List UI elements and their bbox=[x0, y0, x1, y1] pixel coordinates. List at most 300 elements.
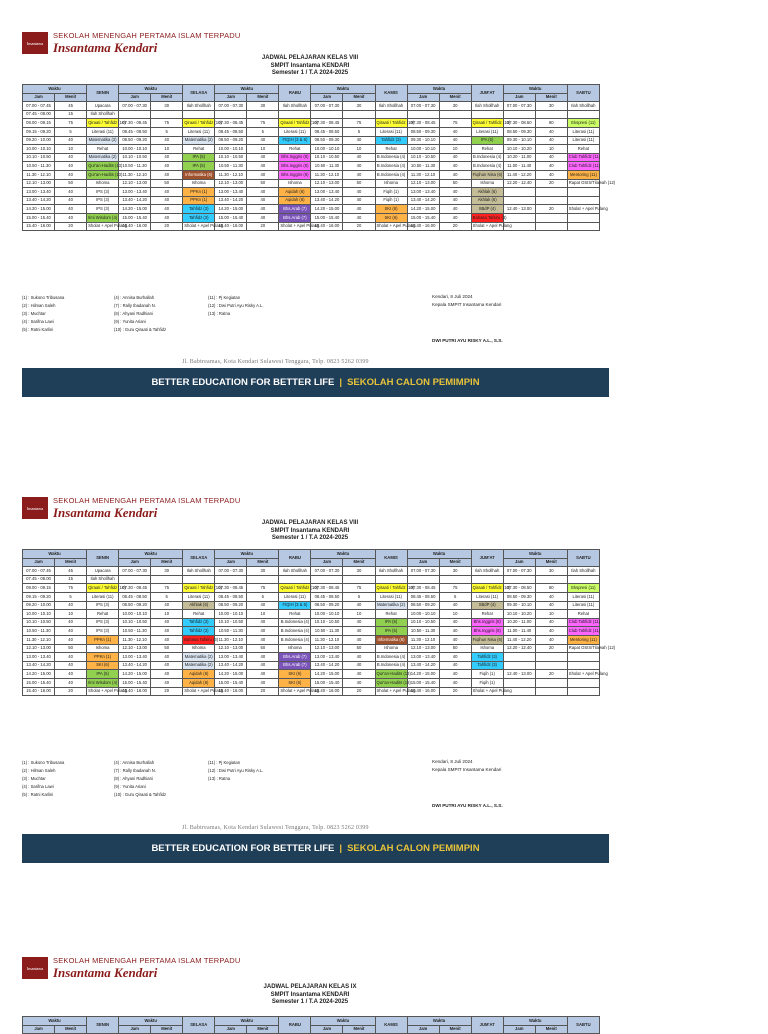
subject-cell: Akhlak (6) bbox=[471, 188, 503, 197]
school-address: Jl. Babtreamas, Kota Kendari Sulawesi Tenggara, Telp. 0823 5262 0399 bbox=[182, 359, 369, 365]
subject-cell: Matematika (2) bbox=[87, 153, 119, 162]
waktu-header: Waktu bbox=[503, 85, 567, 94]
minutes-cell: 10 bbox=[247, 145, 279, 154]
day-header: SELASA bbox=[183, 85, 215, 102]
waktu-header: Waktu bbox=[503, 1017, 567, 1026]
minutes-cell: 30 bbox=[535, 102, 567, 111]
jam-header: Jam bbox=[23, 558, 55, 567]
subject-cell: FIQIH (3 & 6) bbox=[279, 136, 311, 145]
minutes-cell: 40 bbox=[535, 136, 567, 145]
minutes-cell: 40 bbox=[247, 653, 279, 662]
table-row bbox=[23, 584, 600, 593]
time-cell: 15.40 - 16.00 bbox=[407, 222, 439, 231]
subject-cell bbox=[567, 661, 599, 670]
time-cell: 08.50 - 09.30 bbox=[407, 127, 439, 136]
teacher-entry: (12) : Dwi Putri Ayu Risky A.L. bbox=[208, 768, 264, 773]
minutes-cell: 40 bbox=[247, 601, 279, 610]
time-cell bbox=[119, 575, 151, 584]
title-line-3: Semester 1 / T.A 2024-2025 bbox=[271, 70, 349, 76]
time-cell: 08.00 - 09.15 bbox=[23, 584, 55, 593]
subject-cell: Qur'an-Hadits (13) bbox=[375, 670, 407, 679]
teacher-entry: (9) : Yunita Ariani bbox=[114, 784, 146, 789]
jam-header: Jam bbox=[215, 1025, 247, 1034]
time-cell: 14.20 - 15.00 bbox=[311, 205, 343, 214]
teacher-entry: (1) : Sukono Tribusana bbox=[22, 760, 65, 765]
table-row bbox=[23, 575, 600, 584]
subject-cell: Literasi (11) bbox=[375, 592, 407, 601]
minutes-cell: 45 bbox=[55, 567, 87, 576]
minutes-cell: 20 bbox=[343, 687, 375, 696]
minutes-cell: 30 bbox=[439, 567, 471, 576]
minutes-cell: 40 bbox=[343, 153, 375, 162]
subject-cell: Bhs.Arab (7) bbox=[279, 213, 311, 222]
teacher-column bbox=[22, 759, 122, 799]
minutes-cell: 40 bbox=[439, 153, 471, 162]
subject-cell: IPS (3) bbox=[87, 601, 119, 610]
minutes-cell: 40 bbox=[55, 153, 87, 162]
subject-cell: Ilah Shollhah bbox=[183, 567, 215, 576]
menit-header: Menit bbox=[247, 1025, 279, 1034]
day-header: KAMIS bbox=[375, 1017, 407, 1034]
time-cell: 09.30 - 10.10 bbox=[503, 601, 535, 610]
subject-cell: Ishoma bbox=[471, 644, 503, 653]
table-row bbox=[23, 627, 600, 636]
banner-right: SEKOLAH CALON PEMIMPIN bbox=[347, 377, 480, 388]
jam-header: Jam bbox=[407, 93, 439, 102]
time-cell: 10.20 - 11.00 bbox=[503, 153, 535, 162]
jam-header: Jam bbox=[311, 93, 343, 102]
minutes-cell bbox=[535, 653, 567, 662]
time-cell: 07.30 - 08.45 bbox=[215, 119, 247, 128]
teacher-entry: (10) : Guru Qiraati & Tahfidz bbox=[114, 327, 167, 332]
subject-cell: Informatika (6) bbox=[183, 170, 215, 179]
waktu-header: Waktu bbox=[407, 550, 471, 559]
table-row bbox=[23, 205, 600, 214]
minutes-cell: 40 bbox=[439, 678, 471, 687]
minutes-cell: 40 bbox=[151, 188, 183, 197]
time-cell: 11.00 - 11.40 bbox=[503, 162, 535, 171]
waktu-header: Waktu bbox=[119, 85, 183, 94]
table-row bbox=[23, 618, 600, 627]
waktu-header: Waktu bbox=[215, 85, 279, 94]
minutes-cell: 50 bbox=[343, 644, 375, 653]
minutes-cell: 40 bbox=[247, 635, 279, 644]
subject-cell bbox=[567, 678, 599, 687]
minutes-cell: 40 bbox=[247, 136, 279, 145]
time-cell: 11.30 - 12.10 bbox=[119, 635, 151, 644]
time-cell: 15.40 - 16.00 bbox=[215, 222, 247, 231]
minutes-cell: 40 bbox=[535, 127, 567, 136]
time-cell: 07.00 - 07.30 bbox=[407, 567, 439, 576]
time-cell: 09.15 - 09.20 bbox=[23, 127, 55, 136]
subject-cell: Ishoma bbox=[279, 179, 311, 188]
minutes-cell bbox=[535, 188, 567, 197]
time-cell: 11.30 - 12.10 bbox=[215, 635, 247, 644]
jam-header: Jam bbox=[407, 1025, 439, 1034]
time-cell: 07.00 - 07.30 bbox=[503, 567, 535, 576]
time-cell: 10.50 - 11.30 bbox=[407, 162, 439, 171]
time-cell: 13.40 - 14.20 bbox=[215, 661, 247, 670]
time-cell: 07.30 - 08.50 bbox=[503, 119, 535, 128]
logo-text: Insantama bbox=[26, 505, 44, 511]
time-cell: 08.45 - 08.50 bbox=[215, 127, 247, 136]
time-cell: 15.40 - 16.00 bbox=[215, 687, 247, 696]
subject-cell: Matematika (2) bbox=[87, 136, 119, 145]
day-header: JUM'AT bbox=[471, 550, 503, 567]
time-cell: 08.50 - 09.30 bbox=[311, 136, 343, 145]
subject-cell: Ilah Shollhah bbox=[471, 102, 503, 111]
school-logo bbox=[22, 32, 48, 54]
subject-cell: Tahfidz (3) bbox=[375, 136, 407, 145]
time-cell: 11.30 - 12.10 bbox=[311, 635, 343, 644]
teacher-entry: (4) : Annisa Burhallah bbox=[114, 295, 155, 300]
time-cell: 07.00 - 07.30 bbox=[119, 102, 151, 111]
time-cell: 12.40 - 13.00 bbox=[503, 670, 535, 679]
minutes-cell bbox=[535, 213, 567, 222]
minutes-cell bbox=[535, 687, 567, 696]
minutes-cell: 40 bbox=[439, 188, 471, 197]
subject-cell bbox=[183, 575, 215, 584]
jam-header: Jam bbox=[119, 1025, 151, 1034]
subject-cell: Tahfidz (3) bbox=[471, 653, 503, 662]
subject-cell: PPKn (1) bbox=[87, 653, 119, 662]
table-row bbox=[23, 170, 600, 179]
subject-cell: Matematika (2) bbox=[375, 601, 407, 610]
minutes-cell: 40 bbox=[151, 213, 183, 222]
minutes-cell: 40 bbox=[535, 170, 567, 179]
time-cell: 10.20 - 11.00 bbox=[503, 618, 535, 627]
subject-cell: Fiqih (1) bbox=[375, 188, 407, 197]
time-cell: 10.00 - 10.10 bbox=[23, 610, 55, 619]
time-cell: 14.20 - 15.00 bbox=[215, 205, 247, 214]
table-row bbox=[23, 601, 600, 610]
waktu-header: Waktu bbox=[23, 85, 87, 94]
minutes-cell: 40 bbox=[55, 670, 87, 679]
subject-cell: Akhlak (6) bbox=[183, 601, 215, 610]
school-type: SEKOLAH MENENGAH PERTAMA ISLAM TERPADU bbox=[53, 496, 241, 506]
minutes-cell: 40 bbox=[55, 188, 87, 197]
teacher-entry: (9) : Yunita Ariani bbox=[114, 319, 146, 324]
slogan-banner bbox=[22, 834, 609, 863]
menit-header: Menit bbox=[151, 93, 183, 102]
minutes-cell: 30 bbox=[343, 567, 375, 576]
subject-cell bbox=[567, 653, 599, 662]
minutes-cell: 20 bbox=[151, 687, 183, 696]
minutes-cell: 40 bbox=[343, 213, 375, 222]
minutes-cell: 40 bbox=[247, 205, 279, 214]
jam-header: Jam bbox=[119, 93, 151, 102]
minutes-cell: 45 bbox=[55, 102, 87, 111]
jam-header: Jam bbox=[503, 1025, 535, 1034]
time-cell bbox=[215, 110, 247, 119]
banner-left: BETTER EDUCATION FOR BETTER LIFE bbox=[151, 843, 335, 854]
minutes-cell: 40 bbox=[55, 136, 87, 145]
time-cell: 13.40 - 14.20 bbox=[407, 196, 439, 205]
teacher-entry: (1) : Sukono Tribusana bbox=[22, 295, 65, 300]
subject-cell bbox=[375, 110, 407, 119]
minutes-cell: 40 bbox=[343, 136, 375, 145]
subject-cell: Literasi (11) bbox=[567, 136, 599, 145]
minutes-cell: 40 bbox=[439, 661, 471, 670]
time-cell: 07.00 - 07.45 bbox=[23, 567, 55, 576]
subject-cell: Sholat + Apel Pulang bbox=[567, 205, 599, 214]
subject-cell: Fiqihun Nisa (6) bbox=[471, 635, 503, 644]
minutes-cell: 30 bbox=[343, 102, 375, 111]
minutes-cell: 40 bbox=[343, 635, 375, 644]
time-cell: 10.50 - 11.30 bbox=[119, 162, 151, 171]
subject-cell: Ishoma bbox=[183, 179, 215, 188]
subject-cell: Qiraati / Tahfidz (10) bbox=[375, 119, 407, 128]
subject-cell: Literasi (11) bbox=[183, 127, 215, 136]
teacher-entry: (10) : Guru Qiraati & Tahfidz bbox=[114, 792, 167, 797]
subject-cell bbox=[279, 575, 311, 584]
time-cell: 14.20 - 15.00 bbox=[119, 670, 151, 679]
time-cell: 08.50 - 09.20 bbox=[311, 601, 343, 610]
minutes-cell: 20 bbox=[55, 687, 87, 696]
time-cell: 14.20 - 15.00 bbox=[407, 670, 439, 679]
title-line-2: SMPIT Insantama KENDARI bbox=[270, 62, 350, 69]
subject-cell: Ilah Shollhah bbox=[471, 567, 503, 576]
minutes-cell: 50 bbox=[247, 179, 279, 188]
time-cell: 12.20 - 12.40 bbox=[503, 644, 535, 653]
minutes-cell: 20 bbox=[343, 222, 375, 231]
time-cell: 12.10 - 13.00 bbox=[23, 644, 55, 653]
time-cell: 08.45 - 08.50 bbox=[311, 592, 343, 601]
waktu-header: Waktu bbox=[215, 550, 279, 559]
teacher-entry: (3) : Muchtar bbox=[22, 776, 46, 781]
time-cell: 10.00 - 10.10 bbox=[407, 610, 439, 619]
subject-cell: PPKn (1) bbox=[183, 196, 215, 205]
time-cell: 13.40 - 14.20 bbox=[407, 661, 439, 670]
minutes-cell: 40 bbox=[439, 162, 471, 171]
minutes-cell: 40 bbox=[343, 188, 375, 197]
minutes-cell: 40 bbox=[151, 661, 183, 670]
day-header: SABTU bbox=[567, 85, 599, 102]
signature-block bbox=[432, 758, 503, 811]
minutes-cell: 40 bbox=[55, 635, 87, 644]
table-row bbox=[23, 567, 600, 576]
time-cell: 10.10 - 10.20 bbox=[503, 610, 535, 619]
day-header: SABTU bbox=[567, 1017, 599, 1034]
banner-sep: | bbox=[339, 377, 343, 388]
minutes-cell: 40 bbox=[55, 213, 87, 222]
subject-cell: Ilah Shollhah bbox=[279, 102, 311, 111]
minutes-cell: 40 bbox=[247, 153, 279, 162]
time-cell: 12.10 - 13.00 bbox=[119, 644, 151, 653]
time-cell: 10.00 - 10.10 bbox=[215, 610, 247, 619]
time-cell: 10.10 - 10.50 bbox=[215, 153, 247, 162]
subject-cell: Tahfidz (3) bbox=[183, 213, 215, 222]
subject-cell: Rapat OSIS/Tilawah (12) bbox=[567, 179, 599, 188]
subject-cell: Literasi (11) bbox=[279, 592, 311, 601]
subject-cell: Rehat bbox=[471, 145, 503, 154]
time-cell: 15.00 - 15.40 bbox=[407, 213, 439, 222]
table-row bbox=[23, 119, 600, 128]
time-cell: 14.20 - 15.00 bbox=[407, 205, 439, 214]
jam-header: Jam bbox=[407, 558, 439, 567]
subject-cell: B.Indonesia (4) bbox=[375, 653, 407, 662]
subject-cell: Rapat OSIS/Tilawah (12) bbox=[567, 644, 599, 653]
waktu-header: Waktu bbox=[311, 1017, 375, 1026]
minutes-cell: 75 bbox=[55, 584, 87, 593]
minutes-cell: 10 bbox=[247, 610, 279, 619]
time-cell: 07.30 - 08.45 bbox=[215, 584, 247, 593]
teacher-entry: (8) : Ahyani Radhiani bbox=[114, 311, 153, 316]
teacher-entry: (11) : Pj Kegiatan bbox=[208, 295, 241, 300]
minutes-cell: 75 bbox=[343, 584, 375, 593]
minutes-cell: 30 bbox=[535, 567, 567, 576]
minutes-cell: 40 bbox=[151, 670, 183, 679]
subject-cell: B.Indonesia (4) bbox=[279, 618, 311, 627]
day-header: SELASA bbox=[183, 550, 215, 567]
minutes-cell: 20 bbox=[535, 179, 567, 188]
subject-cell bbox=[471, 575, 503, 584]
minutes-cell: 75 bbox=[439, 119, 471, 128]
letterhead bbox=[22, 495, 241, 521]
menit-header: Menit bbox=[343, 93, 375, 102]
time-cell: 07.30 - 08.45 bbox=[119, 584, 151, 593]
subject-cell: Qiraati / Tahfidz (10) bbox=[87, 584, 119, 593]
subject-cell: Bhs.Inggris (8) bbox=[471, 627, 503, 636]
minutes-cell: 20 bbox=[535, 644, 567, 653]
minutes-cell: 5 bbox=[55, 592, 87, 601]
subject-cell: IPA (5) bbox=[375, 627, 407, 636]
subject-cell: Bhs.Arab (7) bbox=[279, 205, 311, 214]
time-cell: 08.00 - 09.15 bbox=[23, 119, 55, 128]
time-cell: 11.30 - 12.10 bbox=[23, 635, 55, 644]
minutes-cell: 5 bbox=[247, 127, 279, 136]
subject-cell: Literasi (11) bbox=[87, 592, 119, 601]
school-name: Insantama Kendari bbox=[53, 39, 158, 55]
minutes-cell: 40 bbox=[439, 627, 471, 636]
time-cell: 11.30 - 12.10 bbox=[119, 170, 151, 179]
minutes-cell: 10 bbox=[535, 610, 567, 619]
minutes-cell: 40 bbox=[151, 618, 183, 627]
menit-header: Menit bbox=[343, 558, 375, 567]
minutes-cell: 50 bbox=[151, 179, 183, 188]
day-header: KAMIS bbox=[375, 85, 407, 102]
time-cell: 10.10 - 10.50 bbox=[407, 153, 439, 162]
waktu-header: Waktu bbox=[119, 1017, 183, 1026]
teacher-entry: (12) : Dwi Putri Ayu Risky A.L. bbox=[208, 303, 264, 308]
time-cell: 14.20 - 15.00 bbox=[119, 205, 151, 214]
time-cell: 12.10 - 13.00 bbox=[215, 179, 247, 188]
subject-cell: Tahfidz (3) bbox=[471, 661, 503, 670]
subject-cell: Matematika (2) bbox=[183, 653, 215, 662]
sign-date: Kendari, 8 Juli 2024 bbox=[432, 759, 473, 764]
day-header: JUM'AT bbox=[471, 1017, 503, 1034]
subject-cell: Fiqihun Nisa (6) bbox=[471, 170, 503, 179]
subject-cell: B.Indonesia (4) bbox=[375, 170, 407, 179]
table-row bbox=[23, 644, 600, 653]
subject-cell bbox=[567, 188, 599, 197]
subject-cell: Sholat + Apel Pulang bbox=[87, 687, 119, 696]
subject-cell bbox=[279, 110, 311, 119]
minutes-cell: 20 bbox=[247, 222, 279, 231]
subject-cell bbox=[567, 196, 599, 205]
waktu-header: Waktu bbox=[311, 85, 375, 94]
minutes-cell: 40 bbox=[55, 601, 87, 610]
title-line-3: Semester 1 / T.A 2024-2025 bbox=[271, 535, 349, 541]
subject-cell: IPS (3) bbox=[87, 188, 119, 197]
subject-cell: Rehat bbox=[471, 610, 503, 619]
subject-cell: Rehat bbox=[183, 610, 215, 619]
minutes-cell: 40 bbox=[439, 127, 471, 136]
table-row bbox=[23, 145, 600, 154]
minutes-cell: 50 bbox=[55, 644, 87, 653]
subject-cell: Upacara bbox=[87, 567, 119, 576]
sign-name: DWI PUTRI AYU RISKY A.L., S.S. bbox=[432, 803, 503, 809]
minutes-cell: 80 bbox=[535, 584, 567, 593]
table-row bbox=[23, 678, 600, 687]
teacher-entry: (7) : Rally Ibadanah N. bbox=[114, 768, 156, 773]
time-cell: 07.00 - 07.30 bbox=[215, 102, 247, 111]
subject-cell: SKI (6) bbox=[279, 678, 311, 687]
subject-cell: Ilah Shollhah bbox=[375, 102, 407, 111]
minutes-cell bbox=[247, 575, 279, 584]
time-cell: 13.00 - 13.40 bbox=[119, 188, 151, 197]
time-cell: 07.00 - 07.30 bbox=[311, 102, 343, 111]
teacher-entry: (13) : Ratna bbox=[208, 311, 231, 316]
subject-cell: FIQIH (3 & 6) bbox=[279, 601, 311, 610]
school-type: SEKOLAH MENENGAH PERTAMA ISLAM TERPADU bbox=[53, 31, 241, 41]
minutes-cell bbox=[535, 661, 567, 670]
school-logo bbox=[22, 497, 48, 519]
time-cell: 15.00 - 15.40 bbox=[311, 678, 343, 687]
subject-cell: Sholat + Apel Pulang bbox=[471, 687, 503, 696]
table-row bbox=[23, 610, 600, 619]
time-cell: 08.50 - 09.20 bbox=[215, 601, 247, 610]
time-cell: 13.40 - 14.20 bbox=[311, 661, 343, 670]
time-cell: 10.10 - 10.50 bbox=[23, 153, 55, 162]
minutes-cell: 40 bbox=[247, 188, 279, 197]
minutes-cell: 40 bbox=[343, 196, 375, 205]
time-cell: 08.45 - 08.50 bbox=[311, 127, 343, 136]
time-cell: 13.40 - 14.20 bbox=[119, 661, 151, 670]
minutes-cell bbox=[535, 575, 567, 584]
time-cell: 15.40 - 16.00 bbox=[119, 222, 151, 231]
subject-cell: Ilah Shollhah bbox=[375, 567, 407, 576]
time-cell: 08.50 - 09.20 bbox=[215, 136, 247, 145]
minutes-cell: 40 bbox=[439, 205, 471, 214]
subject-cell: Akhlak (6) bbox=[471, 196, 503, 205]
time-cell: 08.50 - 09.30 bbox=[503, 127, 535, 136]
subject-cell: Rehat bbox=[87, 145, 119, 154]
subject-cell: PPKn (1) bbox=[87, 635, 119, 644]
minutes-cell: 40 bbox=[343, 601, 375, 610]
minutes-cell: 40 bbox=[151, 205, 183, 214]
minutes-cell: 40 bbox=[151, 678, 183, 687]
subject-cell: IPA (5) bbox=[183, 153, 215, 162]
teacher-entry: (7) : Rally Ibadanah N. bbox=[114, 303, 156, 308]
time-cell: 12.10 - 13.00 bbox=[311, 179, 343, 188]
time-cell bbox=[407, 575, 439, 584]
minutes-cell: 40 bbox=[343, 670, 375, 679]
subject-cell: Qiraati / Tahfidz (10) bbox=[87, 119, 119, 128]
time-cell: 10.10 - 10.50 bbox=[119, 618, 151, 627]
jam-header: Jam bbox=[119, 558, 151, 567]
table-row bbox=[23, 127, 600, 136]
subject-cell: SKI (6) bbox=[279, 670, 311, 679]
waktu-header: Waktu bbox=[119, 550, 183, 559]
subject-cell bbox=[567, 687, 599, 696]
time-cell: 07.30 - 08.50 bbox=[503, 584, 535, 593]
menit-header: Menit bbox=[247, 558, 279, 567]
subject-cell bbox=[567, 213, 599, 222]
day-header: JUM'AT bbox=[471, 85, 503, 102]
minutes-cell: 15 bbox=[55, 575, 87, 584]
time-cell: 07.00 - 07.30 bbox=[311, 567, 343, 576]
